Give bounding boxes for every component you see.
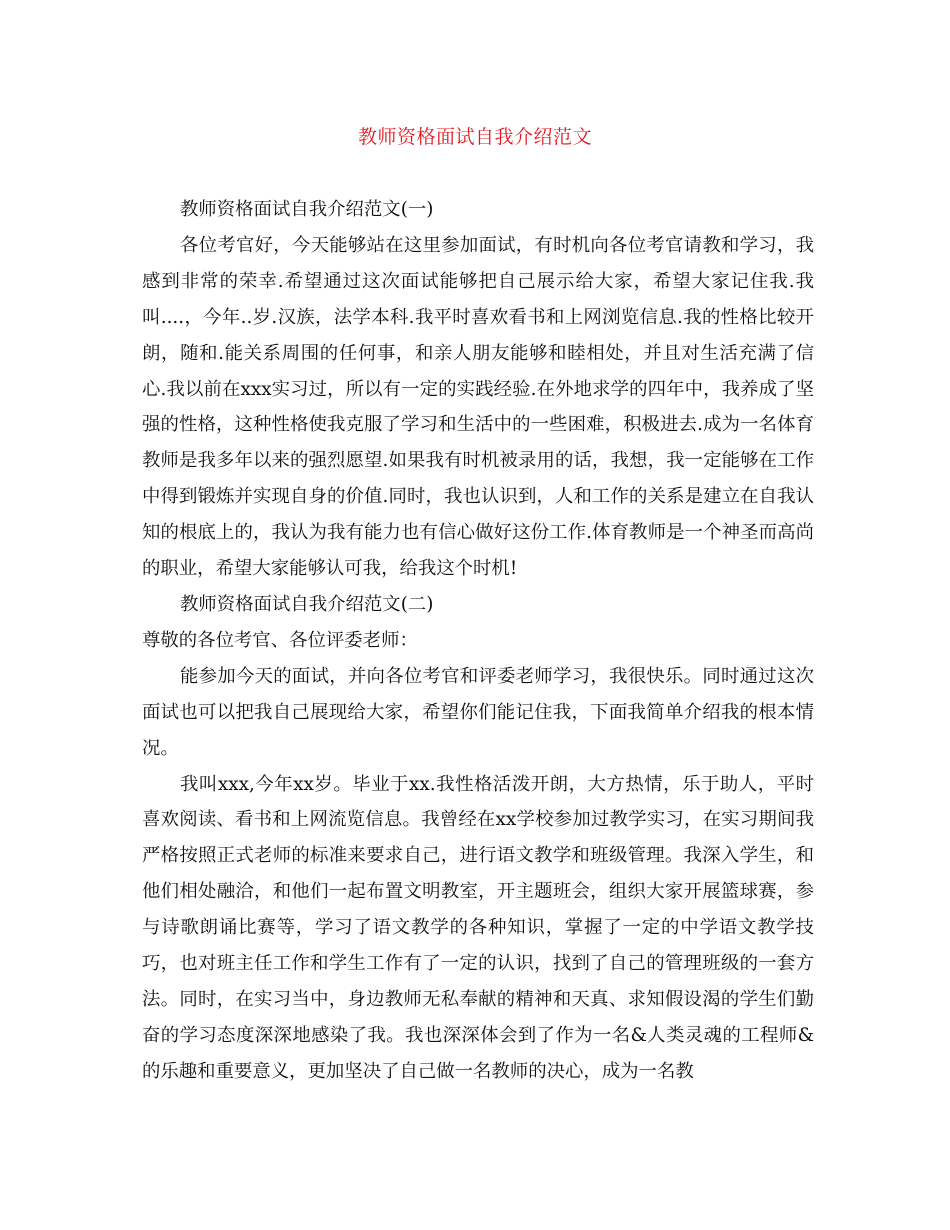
document-body bbox=[142, 192, 814, 1090]
document-title: 教师资格面试自我介绍范文 bbox=[357, 126, 592, 148]
paragraph-1: 各位考官好，今天能够站在这里参加面试，有时机向各位考官请教和学习，我感到非常的荣幸.希望通过这次面试能够把自己展示给大家，希望大家记住我.我叫....，今年..岁.汉族，法学本科.我平时喜欢看书和上网浏览信息.我的性格比较开朗，随和.能关系周围的任何事，和亲人朋友能够和睦相处，并且对生活充满了信心.我以前在xxx实习过，所以有一定的实践经验.在外地求学的四年中，我养成了坚强的性格，这种性格使我克服了学习和生活中的一些困难，积极进去.成为一名体育教师是我多年以来的强烈愿望.如果我有时机被录用的话，我想，我一定能够在工作中得到锻炼并实现自身的价值.同时，我也认识到，人和工作的关系是建立在自我认知的根底上的，我认为我有能力也有信心做好这份工作.体育教师是一个神圣而高尚的职业，希望大家能够认可我，给我这个时机! bbox=[142, 234, 814, 580]
section-heading-1: 教师资格面试自我介绍范文(一) bbox=[180, 199, 434, 220]
section-heading-2: 教师资格面试自我介绍范文(二) bbox=[180, 593, 434, 615]
paragraph-3: 我叫xxx,今年xx岁。毕业于xx.我性格活泼开朗，大方热情，乐于助人，平时喜欢阅读、看书和上网流览信息。我曾经在xx学校参加过教学实习，在实习期间我严格按照正式老师的标准来要求自己，进行语文教学和班级管理。我深入学生，和他们相处融洽，和他们一起布置文明教室，开主题班会，组织大家开展篮球赛，参与诗歌朗诵比赛等，学习了语文教学的各种知识，掌握了一定的中学语文教学技巧，也对班主任工作和学生工作有了一定的认识，找到了自己的管理班级的一套方法。同时，在实习当中，身边教师无私奉献的精神和天真、求知假设渴的学生们勤奋的学习态度深深地感染了我。我也深深体会到了作为一名&人类灵魂的工程师&的乐趣和重要意义，更加坚决了自己做一名教师的决心，成为一名教 bbox=[142, 773, 814, 1082]
salutation: 尊敬的各位考官、各位评委老师： bbox=[142, 629, 418, 651]
paragraph-2: 能参加今天的面试，并向各位考官和评委老师学习，我很快乐。同时通过这次面试也可以把我自己展现给大家，希望你们能记住我，下面我简单介绍我的根本情况。 bbox=[142, 665, 814, 759]
